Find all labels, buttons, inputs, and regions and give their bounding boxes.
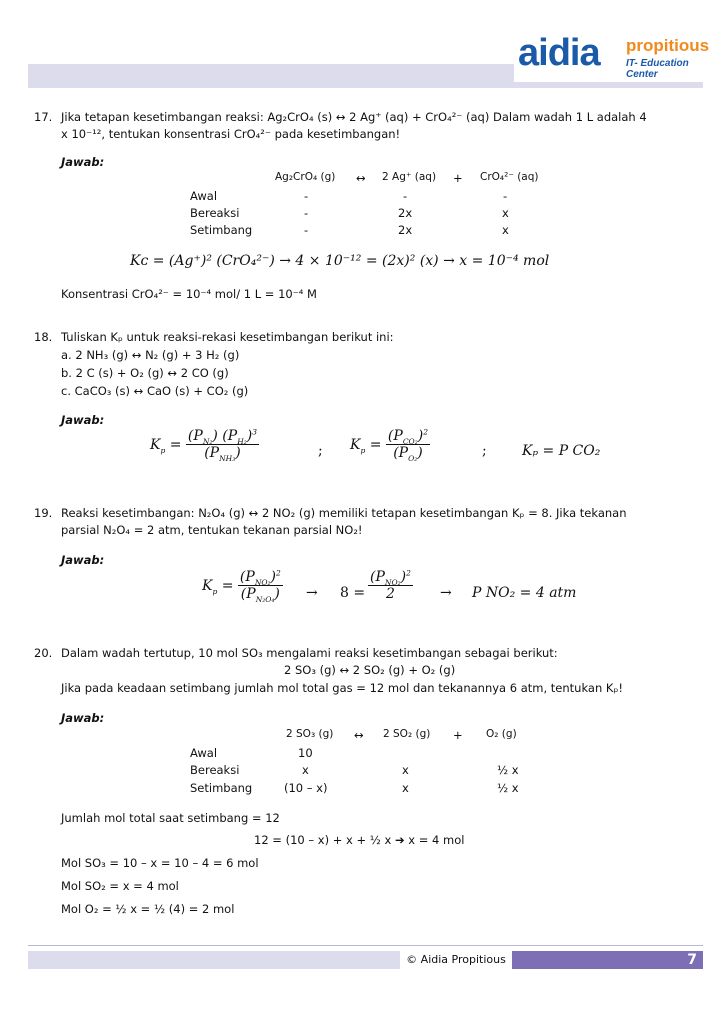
q20-row-c3: ½ x — [497, 763, 519, 777]
page-number: 7 — [687, 952, 697, 968]
q20-mol-o2: Mol O₂ = ½ x = ½ (4) = 2 mol — [61, 902, 235, 916]
q19-arrow-2: → — [440, 585, 452, 601]
q17-row-label: Awal — [190, 189, 218, 203]
q17-head-3: 2 Ag⁺ (aq) — [382, 171, 437, 183]
q20-head-2: ↔ — [354, 728, 364, 742]
logo-tagline: propitious — [626, 36, 710, 55]
q19-line2: parsial N₂O₄ = 2 atm, tentukan tekanan parsial NO₂! — [61, 523, 363, 537]
q17-row-c2: 2x — [398, 206, 413, 220]
q17-head-1: Ag₂CrO₄ (g) — [275, 171, 336, 183]
q17-head-2: ↔ — [356, 171, 366, 185]
q20-total-label: Jumlah mol total saat setimbang = 12 — [61, 811, 280, 825]
q19-eight: 8 = — [340, 585, 366, 601]
q20-mol-so2: Mol SO₂ = x = 4 mol — [61, 879, 179, 893]
q20-line1: Dalam wadah tertutup, 10 mol SO₃ mengalami reaksi kesetimbangan sebagai berikut: — [61, 646, 558, 660]
q18-sep-2: ; — [482, 443, 487, 459]
q17-row-c2: 2x — [398, 223, 413, 237]
logo-brand: aidia — [518, 32, 600, 74]
q18-line1: Tuliskan Kₚ untuk reaksi-rekasi kesetimbangan berikut ini: — [61, 330, 394, 344]
q20-head-4: + — [453, 728, 463, 742]
q20-row-c1: (10 – x) — [284, 781, 328, 795]
footer-copyright: © Aidia Propitious — [400, 951, 512, 969]
q20-head-3: 2 SO₂ (g) — [383, 728, 431, 740]
q17-row-c2: - — [403, 189, 408, 203]
q18-kp2: $K_p$ = $\frac{(P_{CO_2})^2}{(P_{O_2})}$ — [350, 427, 428, 463]
q19-kp-formula: $K_p$ = $\frac{(P_{NO_2})^2}{(P_{N_2O_4})}$ — [202, 568, 281, 604]
q19-denominator: 2 — [368, 585, 413, 602]
q19-jawab: Jawab: — [61, 553, 105, 567]
q20-number: 20. — [34, 646, 53, 660]
q20-reaction: 2 SO₃ (g) ↔ 2 SO₂ (g) + O₂ (g) — [284, 663, 456, 677]
q17-row-c3: x — [502, 206, 509, 220]
q18-number: 18. — [34, 330, 53, 344]
q20-jawab: Jawab: — [61, 711, 105, 725]
q20-row-c3: ½ x — [497, 781, 519, 795]
q20-row-c1: 10 — [298, 746, 313, 760]
q19-substituted: $\frac{(P_{NO_2})^2}{2}$ — [370, 568, 411, 602]
q17-line1: Jika tetapan kesetimbangan reaksi: Ag₂CrO₄ (s) ↔ 2 Ag⁺ (aq) + CrO₄²⁻ (aq) Dalam wadah 1 L adalah 4 — [61, 110, 647, 124]
q20-row-c2: x — [402, 781, 409, 795]
q20-total-eq: 12 = (10 – x) + x + ½ x ➔ x = 4 mol — [254, 833, 465, 847]
q18-kp1: $K_p$ = $\frac{(P_{N_2}) (P_{H_2})^3}{(P_{NH_3})}$ — [150, 427, 257, 463]
q17-row-c1: - — [304, 223, 309, 237]
q19-result: P NO₂ = 4 atm — [472, 585, 577, 601]
q20-row-c1: x — [302, 763, 309, 777]
q17-row-c1: - — [304, 206, 309, 220]
footer-page-box — [512, 951, 703, 969]
q18-sep-1: ; — [318, 443, 323, 459]
q20-head-5: O₂ (g) — [486, 728, 517, 740]
q20-mol-so3: Mol SO₃ = 10 – x = 10 – 4 = 6 mol — [61, 856, 259, 870]
q17-row-c3: - — [503, 189, 508, 203]
q19-number: 19. — [34, 506, 53, 520]
q20-row-label: Setimbang — [190, 781, 253, 795]
q17-row-label: Setimbang — [190, 223, 253, 237]
q18-item-b: b. 2 C (s) + O₂ (g) ↔ 2 CO (g) — [61, 366, 229, 380]
q17-equation: Kᴄ = (Ag⁺)² (CrO₄²⁻) → 4 × 10⁻¹² = (2x)² (x) → x = 10⁻⁴ mol — [130, 253, 550, 269]
aidia-logo — [514, 34, 709, 82]
q17-jawab: Jawab: — [61, 155, 105, 169]
q18-item-c: c. CaCO₃ (s) ↔ CaO (s) + CO₂ (g) — [61, 384, 249, 398]
q18-item-a: a. 2 NH₃ (g) ↔ N₂ (g) + 3 H₂ (g) — [61, 348, 240, 362]
q17-concentration: Konsentrasi CrO₄²⁻ = 10⁻⁴ mol/ 1 L = 10⁻⁴ M — [61, 287, 317, 301]
q19-arrow-1: → — [306, 585, 318, 601]
footer-line — [28, 945, 703, 946]
q18-kp3: Kₚ = P CO₂ — [522, 443, 601, 459]
q20-row-label: Bereaksi — [190, 763, 240, 777]
q17-number: 17. — [34, 110, 53, 124]
q20-row-label: Awal — [190, 746, 218, 760]
q17-row-c1: - — [304, 189, 309, 203]
q18-jawab: Jawab: — [61, 413, 105, 427]
q20-row-c2: x — [402, 763, 409, 777]
logo-subtitle: IT- Education Center — [626, 58, 689, 80]
q20-head-1: 2 SO₃ (g) — [286, 728, 334, 740]
q17-head-4: + — [453, 171, 463, 185]
q19-line1: Reaksi kesetimbangan: N₂O₄ (g) ↔ 2 NO₂ (g) memiliki tetapan kesetimbangan Kₚ = 8. Jika tekanan — [61, 506, 627, 520]
q20-line2: Jika pada keadaan setimbang jumlah mol total gas = 12 mol dan tekanannya 6 atm, tentukan Kₚ! — [61, 681, 623, 695]
q17-row-label: Bereaksi — [190, 206, 240, 220]
q17-row-c3: x — [502, 223, 509, 237]
q17-line2: x 10⁻¹², tentukan konsentrasi CrO₄²⁻ pada kesetimbangan! — [61, 127, 401, 141]
q17-head-5: CrO₄²⁻ (aq) — [480, 171, 539, 183]
